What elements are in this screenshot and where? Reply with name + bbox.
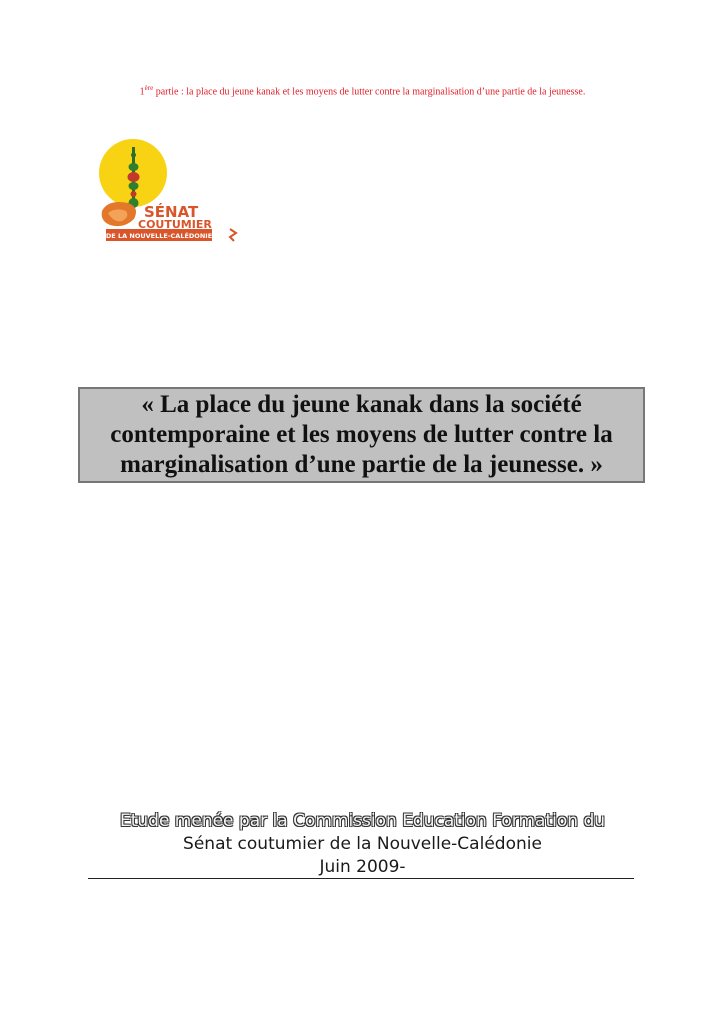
title-line-1: « La place du jeune kanak dans la société	[141, 391, 582, 418]
logo-graphic	[88, 133, 248, 255]
logo-line3: DE LA NOUVELLE-CALÉDONIE	[105, 232, 213, 240]
title-line-2: contemporaine et les moyens de lutter contre la	[110, 421, 613, 448]
logo-line1: SÉNAT	[144, 203, 199, 221]
header-superscript: ère	[144, 84, 154, 92]
study-line-1: Etude menée par la Commission Education Formation du	[119, 811, 606, 831]
study-line-2: Sénat coutumier de la Nouvelle-Calédonie	[183, 834, 542, 854]
page-header	[0, 84, 725, 97]
study-line-3: Juin 2009-	[319, 857, 406, 877]
bottom-rule	[88, 878, 634, 879]
header-ordinal: 1	[139, 86, 145, 98]
title-box	[78, 387, 645, 483]
study-credits	[0, 810, 725, 879]
header-text: partie : la place du jeune kanak et les moyens de lutter contre la marginalisation d’une partie de la jeunesse.	[153, 86, 586, 98]
logo-accent-mark	[230, 229, 236, 241]
logo-line2: COUTUMIER	[138, 218, 212, 231]
title-line-3: marginalisation d’une partie de la jeunesse. »	[120, 451, 603, 478]
senat-coutumier-logo	[88, 133, 248, 255]
